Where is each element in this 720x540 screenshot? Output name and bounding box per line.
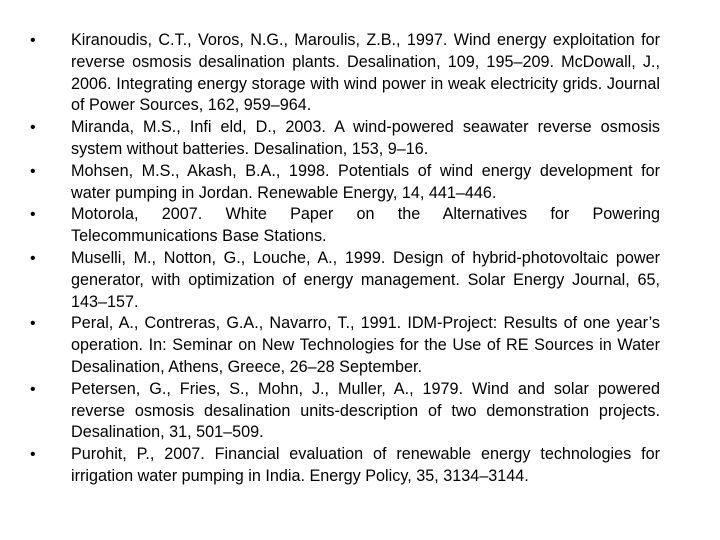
reference-item	[30, 161, 660, 205]
reference-item	[30, 248, 660, 313]
reference-item	[30, 379, 660, 444]
bullet-icon: •	[30, 119, 36, 137]
reference-text: Petersen, G., Fries, S., Mohn, J., Muller, A., 1979. Wind and solar powered reverse osmosis desalination units-description of two demonstration projects. Desalination, 31, 501–509.	[71, 379, 660, 442]
reference-item	[30, 444, 660, 488]
reference-item	[30, 204, 660, 248]
reference-text: Mohsen, M.S., Akash, B.A., 1998. Potentials of wind energy development for water pumping in Jordan. Renewable Energy, 14, 441–446.	[71, 161, 660, 202]
bullet-icon: •	[30, 162, 36, 180]
bullet-icon: •	[30, 249, 36, 267]
bullet-icon: •	[30, 32, 36, 49]
reference-item	[30, 30, 660, 117]
reference-text: Kiranoudis, C.T., Voros, N.G., Maroulis, Z.B., 1997. Wind energy exploitation for reverse osmosis desalination plants. Desalination, 109, 195–209. McDowall, J., 2006. Integrating energy storage with wind power in weak electricity grids. Journal of Power Sources, 162, 959–964.	[71, 31, 660, 115]
bullet-icon: •	[30, 206, 36, 224]
bullet-icon: •	[30, 380, 36, 398]
reference-item	[30, 117, 660, 161]
reference-text: Purohit, P., 2007. Financial evaluation of renewable energy technologies for irrigation water pumping in India. Energy Policy, 35, 3134–3144.	[71, 445, 660, 485]
reference-list	[30, 30, 660, 488]
reference-text: Peral, A., Contreras, G.A., Navarro, T., 1991. IDM-Project: Results of one year’s operation. In: Seminar on New Technologies for the Use of RE Sources in Water Desalination, Athens, Greece, 26–28 September.	[71, 314, 660, 376]
reference-item	[30, 313, 660, 378]
bullet-icon: •	[30, 315, 36, 333]
reference-text: Motorola, 2007. White Paper on the Alternatives for Powering Telecommunications Base Stations.	[71, 205, 660, 246]
bullet-icon: •	[30, 446, 36, 464]
reference-text: Muselli, M., Notton, G., Louche, A., 1999. Design of hybrid-photovoltaic power generator, with optimization of energy management. Solar Energy Journal, 65, 143–157.	[71, 248, 660, 311]
reference-text: Miranda, M.S., Infi eld, D., 2003. A wind-powered seawater reverse osmosis system without batteries. Desalination, 153, 9–16.	[71, 118, 660, 158]
